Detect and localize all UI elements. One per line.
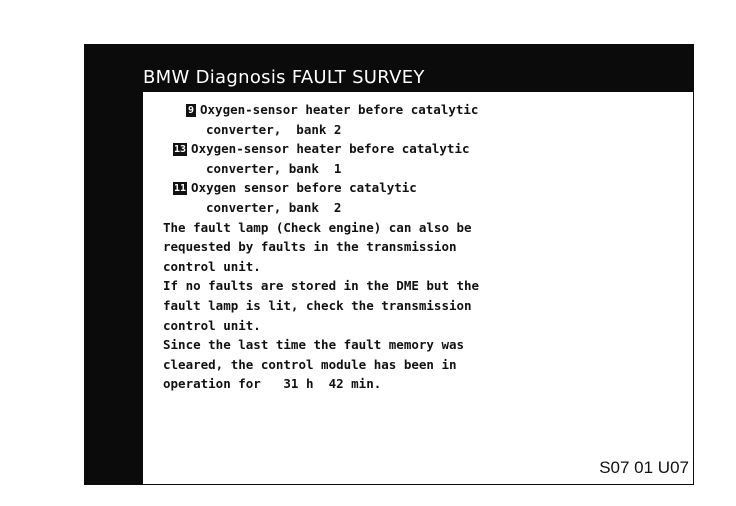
fault-description: Oxygen-sensor heater before catalytic — [191, 141, 470, 157]
fault-item — [163, 139, 693, 159]
fault-description-cont: converter, bank 2 — [206, 121, 342, 137]
screen-title: BMW Diagnosis FAULT SURVEY — [143, 67, 425, 88]
note-line: Since the last time the fault memory was — [163, 337, 465, 353]
content-panel — [143, 92, 693, 484]
fault-text-block — [163, 100, 693, 394]
note-line: cleared, the control module has been in — [163, 356, 457, 372]
diagnosis-screen — [84, 44, 694, 485]
note-line: operation for 31 h 42 min. — [163, 376, 382, 392]
fault-description-cont: converter, bank 2 — [206, 199, 342, 215]
fault-description: Oxygen-sensor heater before catalytic — [200, 102, 479, 117]
note-line: requested by faults in the transmission — [163, 239, 457, 255]
figure-code: S07 01 U07 — [599, 458, 689, 477]
fault-number-badge: 13 — [174, 144, 187, 156]
fault-number-badge: 9 — [187, 105, 195, 116]
note-line: control unit. — [163, 317, 261, 333]
note-line: If no faults are stored in the DME but the — [163, 278, 480, 294]
note-line: control unit. — [163, 258, 261, 274]
fault-item — [163, 100, 693, 120]
fault-description: Oxygen sensor before catalytic — [191, 180, 417, 196]
note-line: fault lamp is lit, check the transmission — [163, 297, 472, 313]
note-line: The fault lamp (Check engine) can also be — [163, 219, 472, 235]
fault-description-cont: converter, bank 1 — [206, 160, 342, 176]
fault-item — [163, 178, 693, 198]
fault-number-badge: 11 — [174, 183, 187, 195]
